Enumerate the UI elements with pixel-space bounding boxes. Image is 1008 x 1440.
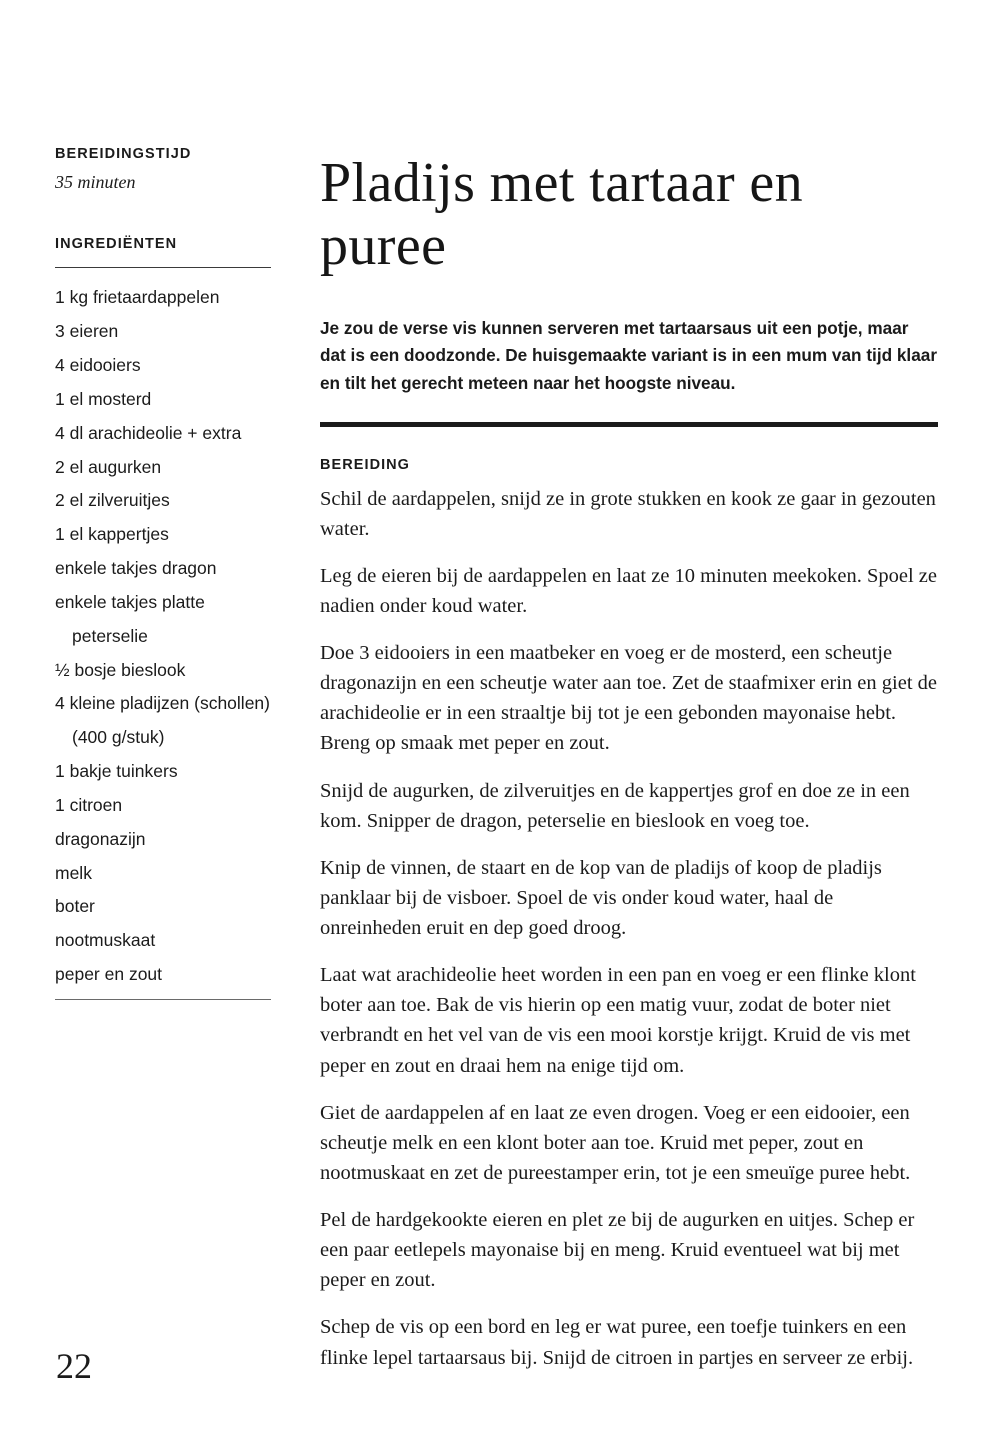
ingredients-sidebar (55, 146, 287, 1000)
preparation-steps (320, 484, 938, 1373)
preparation-step: Laat wat arachideolie heet worden in een pan en voeg er een flinke klont boter aan toe. Bak de vis hierin op een matig vuur, zodat de boter niet verbrandt en het vel van de vis een mooi korstje krijgt. Kruid de vis met peper en zout en draai hem na enige tijd om. (320, 964, 916, 1077)
ingredients-top-divider (55, 267, 271, 268)
ingredient-item: 3 eieren (55, 321, 119, 342)
ingredient-item: 2 el augurken (55, 456, 162, 477)
ingredients-label: INGREDIËNTEN (55, 235, 178, 252)
preparation-step: Pel de hardgekookte eieren en plet ze bij de augurken en uitjes. Schep er een paar eetlepels mayonaise bij en meng. Kruid eventueel wat bij met peper en zout. (320, 1209, 915, 1292)
ingredient-item: 1 kg frietaardappelen (55, 287, 220, 308)
ingredient-item: 4 eidooiers (55, 354, 141, 375)
preparation-step: Knip de vinnen, de staart en de kop van de pladijs of koop de pladijs panklaar bij de visboer. Spoel de vis onder koud water, haal de onreinheden eruit en dep goed droog. (320, 856, 882, 939)
ingredient-item: 2 el zilveruitjes (55, 490, 170, 511)
preparation-step: Giet de aardappelen af en laat ze even drogen. Voeg er een eidooier, een scheutje melk en een klont boter aan toe. Kruid met peper, zout en nootmuskaat en zet de pureestamper erin, tot je een smeuïge puree hebt. (320, 1101, 911, 1184)
ingredient-item: 1 el mosterd (55, 388, 152, 409)
ingredient-item: ½ bosje bieslook (55, 659, 186, 680)
preparation-step: Schil de aardappelen, snijd ze in grote stukken en kook ze gaar in gezouten water. (320, 487, 936, 540)
ingredient-item: boter (55, 896, 95, 917)
ingredient-item: dragonazijn (55, 828, 146, 849)
preparation-step: Schep de vis op een bord en leg er wat puree, een toefje tuinkers en een flinke lepel tartaarsaus bij. Snijd de citroen in partjes en serveer ze erbij. (320, 1316, 914, 1369)
ingredient-item: enkele takjes platte (55, 591, 205, 612)
page-title: Pladijs met tartaar en puree (320, 152, 804, 278)
ingredient-item: 4 kleine pladijzen (schollen) (55, 693, 270, 714)
ingredient-item: nootmuskaat (55, 930, 156, 951)
recipe-intro: Je zou de verse vis kunnen serveren met tartaarsaus uit een potje, maar dat is een doodzonde. De huisgemaakte variant is in een mum van tijd klaar en tilt het gerecht meteen naar het hoogste niveau. (320, 317, 938, 394)
preparation-label: BEREIDING (320, 457, 411, 474)
page-number: 22 (56, 1346, 92, 1386)
preparation-step: Leg de eieren bij de aardappelen en laat ze 10 minuten meekoken. Spoel ze nadien onder koud water. (320, 564, 938, 617)
prep-time-label: BEREIDINGSTIJD (55, 146, 192, 162)
ingredient-item: melk (55, 862, 92, 883)
ingredient-list (55, 288, 287, 984)
ingredient-item: 4 dl arachideolie + extra (55, 422, 242, 443)
ingredient-item: (400 g/stuk) (72, 727, 165, 748)
recipe-main (320, 152, 938, 1373)
ingredient-item: peterselie (72, 625, 148, 646)
preparation-step: Doe 3 eidooiers in een maatbeker en voeg er de mosterd, een scheutje dragonazijn en een scheutje water aan toe. Zet de staafmixer erin en giet de arachideolie er in een straaltje bij tot je een gebonden mayonaise hebt. Breng op smaak met peper en zout. (320, 642, 937, 755)
ingredient-item: 1 el kappertjes (55, 524, 169, 545)
ingredient-item: enkele takjes dragon (55, 558, 217, 579)
section-divider (320, 422, 938, 427)
ingredient-item: peper en zout (55, 964, 163, 985)
ingredient-item: 1 bakje tuinkers (55, 761, 178, 782)
ingredient-item: 1 citroen (55, 794, 123, 815)
ingredients-bottom-divider (55, 999, 271, 1000)
preparation-step: Snijd de augurken, de zilveruitjes en de kappertjes grof en doe ze in een kom. Snipper de dragon, peterselie en bieslook en voeg toe. (320, 779, 910, 832)
prep-time-value: 35 minuten (55, 172, 136, 193)
